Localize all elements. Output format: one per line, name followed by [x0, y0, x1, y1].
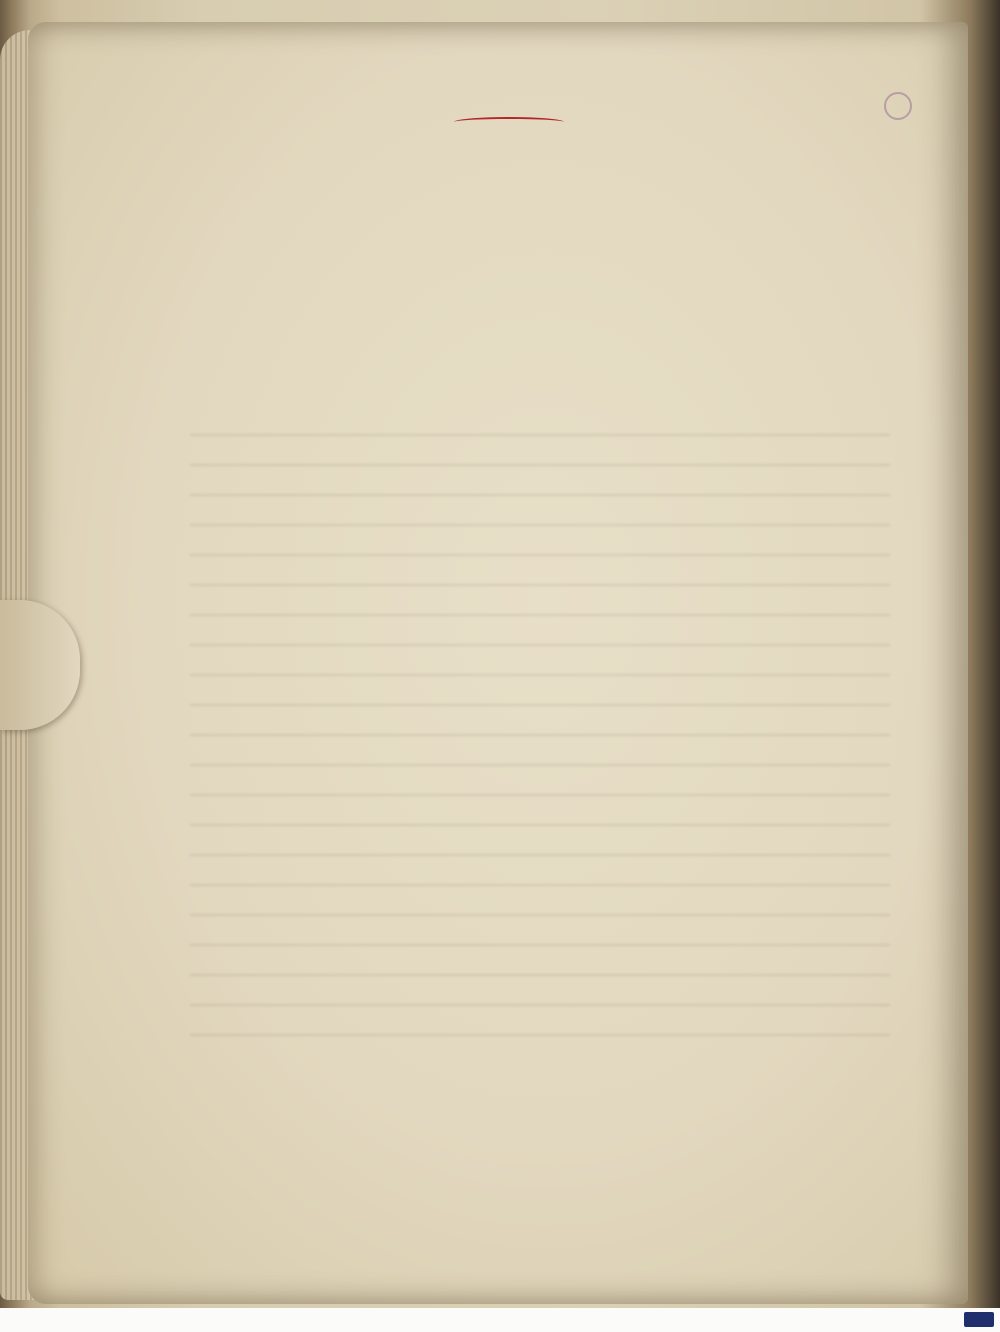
printed-text-block: [248, 86, 908, 114]
dfg-logo: [964, 1312, 994, 1327]
rubric-stroke: [454, 117, 564, 127]
paper-leaf: [28, 22, 968, 1304]
footer-bar: [0, 1308, 1000, 1332]
